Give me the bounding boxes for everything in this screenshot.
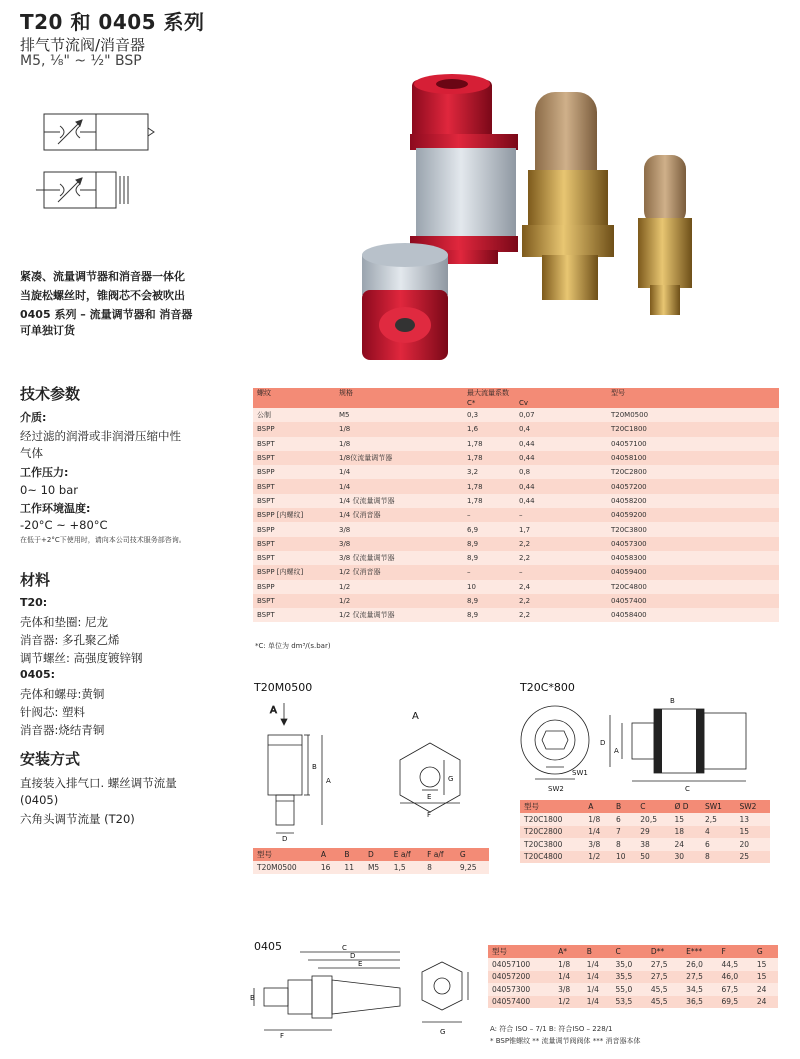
svg-text:F: F xyxy=(280,1032,285,1040)
table-row xyxy=(253,422,779,436)
svg-text:B: B xyxy=(312,763,317,771)
o405-body: 壳体和螺母:黄铜 xyxy=(20,687,105,701)
t20m-label: T20M0500 xyxy=(254,681,313,694)
pressure-value: 0~ 10 bar xyxy=(20,483,78,497)
table-cell: 1/4 xyxy=(583,958,612,971)
col-header: D** xyxy=(647,945,682,958)
temp-label: 工作环境温度: xyxy=(20,502,91,515)
table-cell: 1/2 xyxy=(335,580,463,594)
table-row xyxy=(253,608,779,622)
table-cell: BSPT xyxy=(253,594,335,608)
table-cell: 44,5 xyxy=(718,958,753,971)
table-cell: BSPP xyxy=(253,465,335,479)
table-row xyxy=(488,971,778,984)
table-cell: 3/8 仅流量调节器 xyxy=(335,551,463,565)
svg-text:D: D xyxy=(600,739,606,747)
table-cell: 7 xyxy=(612,826,636,839)
materials-heading: 材料 xyxy=(20,571,51,589)
table-cell: 1/8 xyxy=(335,422,463,436)
table-cell: T20C3800 xyxy=(607,522,779,536)
table-cell: 04058300 xyxy=(607,551,779,565)
col-header: A* xyxy=(554,945,583,958)
svg-text:G: G xyxy=(448,775,454,783)
table-row xyxy=(253,408,779,422)
table-cell: 24 xyxy=(670,838,701,851)
install-heading: 安装方式 xyxy=(20,750,81,768)
table-cell: 04058200 xyxy=(607,494,779,508)
col-header: 螺纹 xyxy=(253,388,335,398)
table-cell: 1/4 仅流量调节器 xyxy=(335,494,463,508)
o405-label: 0405: xyxy=(20,668,56,681)
table-row xyxy=(253,580,779,594)
svg-text:F: F xyxy=(427,811,432,819)
table-cell: BSPT xyxy=(253,479,335,493)
table-row xyxy=(253,451,779,465)
table-cell: 1/8 xyxy=(584,813,612,826)
table-cell: 35,0 xyxy=(612,958,647,971)
table-cell: T20M0500 xyxy=(253,861,317,874)
table-cell: BSPT xyxy=(253,437,335,451)
table-cell: BSPP xyxy=(253,522,335,536)
svg-text:C: C xyxy=(342,944,347,952)
product-photo xyxy=(350,70,730,380)
table-cell: 27,5 xyxy=(682,971,717,984)
table-cell: 1,6 xyxy=(463,422,515,436)
feature-line: 当旋松螺丝时，锥阀芯不会被吹出 xyxy=(20,289,185,302)
t20c-drawing xyxy=(510,695,780,795)
table-cell: 1/4 xyxy=(583,996,612,1009)
table-row xyxy=(253,594,779,608)
table-cell: 20,5 xyxy=(636,813,670,826)
table-cell: 1,78 xyxy=(463,479,515,493)
col-header: 型号 xyxy=(253,848,317,861)
svg-text:D: D xyxy=(282,835,288,843)
table-cell: 6 xyxy=(701,838,736,851)
table-cell: T20C1800 xyxy=(607,422,779,436)
table-row xyxy=(253,861,489,874)
svg-text:E: E xyxy=(427,793,432,801)
table-cell: 25 xyxy=(735,851,770,864)
table-cell: T20C2800 xyxy=(520,826,584,839)
col-header: 型号 xyxy=(607,388,779,398)
install-line: 六角头调节流量 (T20) xyxy=(20,812,135,826)
col-header: D xyxy=(364,848,390,861)
tech-heading: 技术参数 xyxy=(20,385,81,403)
table-cell: 3/8 xyxy=(335,537,463,551)
table-row xyxy=(253,537,779,551)
page-subtitle: 排气节流阀/消音器 xyxy=(20,36,146,54)
svg-text:D: D xyxy=(350,952,356,960)
t20-body: 壳体和垫圈: 尼龙 xyxy=(20,615,109,629)
t20-screw: 调节螺丝: 高强度镀锌钢 xyxy=(20,651,143,665)
medium-label: 介质: xyxy=(20,411,47,424)
table-cell: 2,2 xyxy=(515,594,607,608)
table-cell: 1/8 xyxy=(335,437,463,451)
table-cell: BSPT xyxy=(253,451,335,465)
table-cell: BSPT xyxy=(253,537,335,551)
table-row xyxy=(488,983,778,996)
table-cell: 69,5 xyxy=(718,996,753,1009)
table-cell: 8 xyxy=(423,861,456,874)
table-cell: – xyxy=(463,508,515,522)
table-cell: 6,9 xyxy=(463,522,515,536)
o405-needle: 针阀芯: 塑料 xyxy=(20,705,86,719)
table-cell: 38 xyxy=(636,838,670,851)
install-line: 直接装入排气口. 螺丝调节流量 xyxy=(20,776,177,790)
table-cell: – xyxy=(463,565,515,579)
table-cell: 04058400 xyxy=(607,608,779,622)
t20c-table xyxy=(520,800,770,863)
col-header: A xyxy=(584,800,612,813)
table-cell: 1,78 xyxy=(463,494,515,508)
col-header: SW2 xyxy=(735,800,770,813)
table-cell: 1/4 xyxy=(584,826,612,839)
table-cell: M5 xyxy=(335,408,463,422)
o405-drawing-label: 0405 xyxy=(254,940,282,953)
table-cell: 04057200 xyxy=(488,971,554,984)
size-range: M5, ⅛" ~ ½" BSP xyxy=(20,53,142,69)
table-cell: 50 xyxy=(636,851,670,864)
table-row xyxy=(520,813,770,826)
svg-text:A: A xyxy=(614,747,619,755)
pneumatic-symbols xyxy=(36,112,156,217)
o405-silencer: 消音器:烧结青铜 xyxy=(20,723,105,737)
svg-text:B: B xyxy=(670,697,675,705)
table-row xyxy=(488,996,778,1009)
table-cell: BSPT xyxy=(253,551,335,565)
table-cell: 8,9 xyxy=(463,551,515,565)
table-cell: 15 xyxy=(753,958,778,971)
table-cell: 15 xyxy=(670,813,701,826)
table-cell: 8,9 xyxy=(463,608,515,622)
t20m-table xyxy=(253,848,489,874)
table-row xyxy=(488,958,778,971)
table-cell: 1,5 xyxy=(390,861,423,874)
table-cell: 1/2 xyxy=(554,996,583,1009)
table-cell: 27,5 xyxy=(647,971,682,984)
table-cell: M5 xyxy=(364,861,390,874)
table-cell: 04059200 xyxy=(607,508,779,522)
col-header: 型号 xyxy=(520,800,584,813)
table-cell: 1/8仪流量调节器 xyxy=(335,451,463,465)
feature-line: 紧凑、流量调节器和消音器一体化 xyxy=(20,270,185,283)
table-cell: 0,4 xyxy=(515,422,607,436)
svg-text:C: C xyxy=(685,785,690,793)
table-cell: 1/2 仅流量调节器 xyxy=(335,608,463,622)
table-cell: 04057400 xyxy=(607,594,779,608)
table-row xyxy=(253,565,779,579)
col-header: G xyxy=(753,945,778,958)
col-header: SW1 xyxy=(701,800,736,813)
table-cell: 67,5 xyxy=(718,983,753,996)
feature-line: 0405 系列 – 流量调节器和 消音器 xyxy=(20,308,193,321)
table-cell: 0,44 xyxy=(515,494,607,508)
table-cell: 27,5 xyxy=(647,958,682,971)
svg-text:SW1: SW1 xyxy=(572,769,588,777)
table-cell: 1,7 xyxy=(515,522,607,536)
table-row xyxy=(520,851,770,864)
svg-text:E: E xyxy=(358,960,363,968)
table-cell: 16 xyxy=(317,861,341,874)
col-subheader: C* xyxy=(463,398,515,408)
table-cell: 8 xyxy=(612,838,636,851)
col-header: F xyxy=(718,945,753,958)
table-cell: 24 xyxy=(753,983,778,996)
feature-line: 可单独订货 xyxy=(20,324,75,337)
table-cell: 1/2 仅消音器 xyxy=(335,565,463,579)
table-cell: 34,5 xyxy=(682,983,717,996)
col-header: G xyxy=(456,848,489,861)
table-row xyxy=(253,479,779,493)
table-cell: 2,4 xyxy=(515,580,607,594)
table-cell: 1/2 xyxy=(584,851,612,864)
table-cell: 04057400 xyxy=(488,996,554,1009)
table-cell: 1/4 xyxy=(583,983,612,996)
table-cell: 8,9 xyxy=(463,594,515,608)
table-cell: 45,5 xyxy=(647,983,682,996)
table-cell: 0,07 xyxy=(515,408,607,422)
table-cell: 2,2 xyxy=(515,551,607,565)
svg-text:G: G xyxy=(440,1028,446,1036)
pressure-label: 工作压力: xyxy=(20,466,69,479)
col-header: B xyxy=(340,848,364,861)
table-cell: 8 xyxy=(701,851,736,864)
table-cell: 04057200 xyxy=(607,479,779,493)
table-cell: 1/4 仅消音器 xyxy=(335,508,463,522)
table-cell: 2,2 xyxy=(515,537,607,551)
col-header: C xyxy=(612,945,647,958)
col-header: A xyxy=(317,848,341,861)
o405-drawing xyxy=(250,940,480,1055)
page-title: T20 和 0405 系列 xyxy=(20,10,205,34)
table-cell: 1/4 xyxy=(554,971,583,984)
table-cell: 04057100 xyxy=(488,958,554,971)
table-cell: 13 xyxy=(735,813,770,826)
table-cell: 35,5 xyxy=(612,971,647,984)
o405-note: A: 符合 ISO – 7/1 B: 符合ISO – 228/1 xyxy=(490,1025,613,1033)
table-row xyxy=(253,522,779,536)
table-cell: 0,44 xyxy=(515,437,607,451)
table-cell: 8,9 xyxy=(463,537,515,551)
temp-value: -20°C ~ +80°C xyxy=(20,518,108,532)
table-cell: 1/2 xyxy=(335,594,463,608)
table-cell: 4 xyxy=(701,826,736,839)
table-cell: T20C4800 xyxy=(520,851,584,864)
col-header: 规格 xyxy=(335,388,463,398)
table-cell: 15 xyxy=(735,826,770,839)
table-cell: 1/4 xyxy=(335,465,463,479)
table-cell: – xyxy=(515,565,607,579)
col-header: B xyxy=(612,800,636,813)
spec-note: *C: 单位为 dm³/(s.bar) xyxy=(255,642,331,650)
table-cell: 15 xyxy=(753,971,778,984)
install-line: (0405) xyxy=(20,793,59,807)
table-cell: T20C2800 xyxy=(607,465,779,479)
svg-text:A: A xyxy=(412,711,419,722)
table-cell: BSPP xyxy=(253,422,335,436)
table-cell: 46,0 xyxy=(718,971,753,984)
table-cell: 2,2 xyxy=(515,608,607,622)
table-cell: 18 xyxy=(670,826,701,839)
table-cell: BSPP xyxy=(253,580,335,594)
table-cell: 0,44 xyxy=(515,451,607,465)
table-cell: 36,5 xyxy=(682,996,717,1009)
table-cell: BSPT xyxy=(253,494,335,508)
table-cell: 9,25 xyxy=(456,861,489,874)
table-cell: T20C1800 xyxy=(520,813,584,826)
t20-label: T20: xyxy=(20,596,48,609)
col-header: C xyxy=(636,800,670,813)
table-cell: 26,0 xyxy=(682,958,717,971)
table-cell: 1/4 xyxy=(335,479,463,493)
table-row xyxy=(253,494,779,508)
table-cell: T20C3800 xyxy=(520,838,584,851)
table-cell: 10 xyxy=(463,580,515,594)
t20-silencer: 消音器: 多孔聚乙烯 xyxy=(20,633,120,647)
table-cell: 04057300 xyxy=(607,537,779,551)
table-cell: 04058100 xyxy=(607,451,779,465)
table-cell: 10 xyxy=(612,851,636,864)
table-cell: 0,8 xyxy=(515,465,607,479)
table-cell: 公制 xyxy=(253,408,335,422)
table-cell: BSPT xyxy=(253,608,335,622)
table-cell: 1,78 xyxy=(463,437,515,451)
table-cell: 0,44 xyxy=(515,479,607,493)
table-cell: 04057100 xyxy=(607,437,779,451)
table-cell: 0,3 xyxy=(463,408,515,422)
col-header: E a/f xyxy=(390,848,423,861)
svg-text:B: B xyxy=(250,994,255,1002)
t20m-drawing xyxy=(240,695,480,845)
table-row xyxy=(253,437,779,451)
table-cell: 04057300 xyxy=(488,983,554,996)
table-cell: 45,5 xyxy=(647,996,682,1009)
table-cell: 1/4 xyxy=(583,971,612,984)
o405-table xyxy=(488,945,778,1008)
medium-value: 经过滤的润滑或非润滑压缩中性 xyxy=(20,429,181,443)
table-cell: 11 xyxy=(340,861,364,874)
t20c-label: T20C*800 xyxy=(520,681,575,694)
table-cell: 6 xyxy=(612,813,636,826)
spec-table xyxy=(253,388,779,622)
table-cell: 53,5 xyxy=(612,996,647,1009)
col-subheader: Cv xyxy=(515,398,607,408)
table-row xyxy=(253,508,779,522)
table-row xyxy=(520,838,770,851)
temp-note: 在低于+2°C下使用时，请向本公司技术服务部咨询。 xyxy=(20,536,186,544)
o405-note: * BSP锥螺纹 ** 流量调节阀阀体 *** 消音器本体 xyxy=(490,1037,641,1045)
svg-text:A: A xyxy=(326,777,331,785)
table-cell: 20 xyxy=(735,838,770,851)
table-cell: 24 xyxy=(753,996,778,1009)
table-cell: 2,5 xyxy=(701,813,736,826)
table-row xyxy=(253,551,779,565)
col-header: 最大流量系数 xyxy=(463,388,607,398)
table-cell: T20C4800 xyxy=(607,580,779,594)
table-cell: 55,0 xyxy=(612,983,647,996)
col-header: E*** xyxy=(682,945,717,958)
col-header: 型号 xyxy=(488,945,554,958)
col-header: Ø D xyxy=(670,800,701,813)
table-cell: BSPP [内螺纹] xyxy=(253,565,335,579)
col-header: F a/f xyxy=(423,848,456,861)
table-cell: 3/8 xyxy=(584,838,612,851)
table-cell: 29 xyxy=(636,826,670,839)
table-cell: T20M0500 xyxy=(607,408,779,422)
table-cell: 04059400 xyxy=(607,565,779,579)
table-cell: 3/8 xyxy=(335,522,463,536)
medium-value-2: 气体 xyxy=(20,446,43,460)
table-cell: 1/8 xyxy=(554,958,583,971)
table-cell: 3/8 xyxy=(554,983,583,996)
col-header: B xyxy=(583,945,612,958)
table-cell: 3,2 xyxy=(463,465,515,479)
table-cell: 1,78 xyxy=(463,451,515,465)
table-cell: 30 xyxy=(670,851,701,864)
table-row xyxy=(253,465,779,479)
table-row xyxy=(520,826,770,839)
table-cell: BSPP [内螺纹] xyxy=(253,508,335,522)
svg-text:A: A xyxy=(270,705,277,716)
svg-text:SW2: SW2 xyxy=(548,785,564,793)
table-cell: – xyxy=(515,508,607,522)
